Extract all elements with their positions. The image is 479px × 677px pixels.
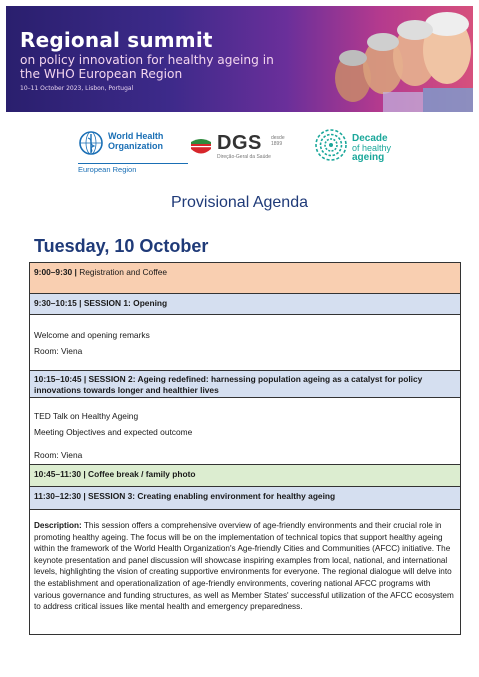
description-text: This session offers a comprehensive overview of age-friendly environments and their crucial role in promoting healthy ageing. The focus will be on the implementation of technical topics that support healthy ageing within the framework of the World Health Organization's Age-friendly Cities and Communities (AFCC) initiative. The keynote presentation and panel discussion will showcase inspiring examples from local, national, and international levels, highlighting the vision of creating supportive environments for everyone. The regional dialogue will delve into the establishment and operationalization of age-friendly environments, covering national AFCC programs with various governance and funding structures, as well as Member States' successful utilization of the AFCC ecosystem to address critical issues like mental health and emergency preparedness. [34,521,454,612]
who-name-line1: World Health [108,131,164,141]
row-time: 10:15–10:45 [34,374,82,384]
row-title: SESSION 3: Creating enabling environment for healthy ageing [88,491,336,501]
row-time: 10:45–11:30 [34,469,82,479]
row-time: 9:30–10:15 [34,298,77,308]
row-title-line1: SESSION 2: Ageing redefined: harnessing population ageing as a catalyst for policy [88,374,423,384]
day-heading: Tuesday, 10 October [34,236,209,256]
agenda-row-session1 [30,294,460,315]
agenda-row-session1-details [30,315,460,371]
detail-line: Welcome and opening remarks [34,330,150,340]
banner-subtitle-line2: the WHO European Region [20,67,183,81]
agenda-row-session2 [30,371,460,398]
who-emblem-icon [78,130,104,156]
detail-room: Room: Viena [34,450,83,460]
banner-date-place: 10–11 October 2023, Lisbon, Portugal [20,85,134,92]
who-region-label: European Region [78,163,188,174]
row-separator: | [83,491,86,501]
description-label: Description: [34,521,82,530]
agenda-row-session3-description [30,510,460,634]
elderly-faces-image [323,6,473,112]
row-title: Registration and Coffee [79,267,168,277]
row-title-line2: innovations towards longer and healthier lives [34,385,219,395]
dgs-since [271,135,291,147]
agenda-row-session3 [30,487,460,510]
summit-banner [6,6,473,112]
decade-line2: of healthy [352,142,392,153]
row-separator: | [83,374,87,384]
row-time: 11:30–12:30 [34,491,82,501]
decade-line1: Decade [352,133,388,144]
row-separator: | [74,267,77,277]
dgs-subtitle: Direção-Geral da Saúde [217,154,271,160]
partner-logos [0,122,479,172]
row-title: SESSION 1: Opening [83,298,168,308]
detail-line: Meeting Objectives and expected outcome [34,427,193,437]
agenda-heading: Provisional Agenda [171,194,308,211]
dgs-emblem-icon [189,134,213,158]
row-title: Coffee break / family photo [88,469,196,479]
agenda-table [29,262,461,635]
dgs-name: DGS [217,132,262,154]
row-separator: | [83,469,86,479]
dgs-since-line1: desde [271,135,285,141]
detail-line: TED Talk on Healthy Ageing [34,411,139,421]
row-separator: | [79,298,82,308]
dgs-since-line2: 1899 [271,141,283,147]
row-time: 9:00–9:30 [34,267,73,277]
who-name-line2: Organization [108,140,164,151]
banner-subtitle-line1: on policy innovation for healthy ageing in [20,53,274,67]
who-name [108,132,188,151]
agenda-row-session2-details [30,398,460,465]
agenda-row-registration [30,263,460,294]
decade-line3: ageing [352,152,385,163]
decade-name [352,134,422,163]
decade-rings-icon [314,128,348,162]
banner-title: Regional summit [20,28,213,52]
banner-subtitle [20,53,340,81]
detail-room: Room: Viena [34,346,83,356]
agenda-row-coffee-break [30,465,460,487]
